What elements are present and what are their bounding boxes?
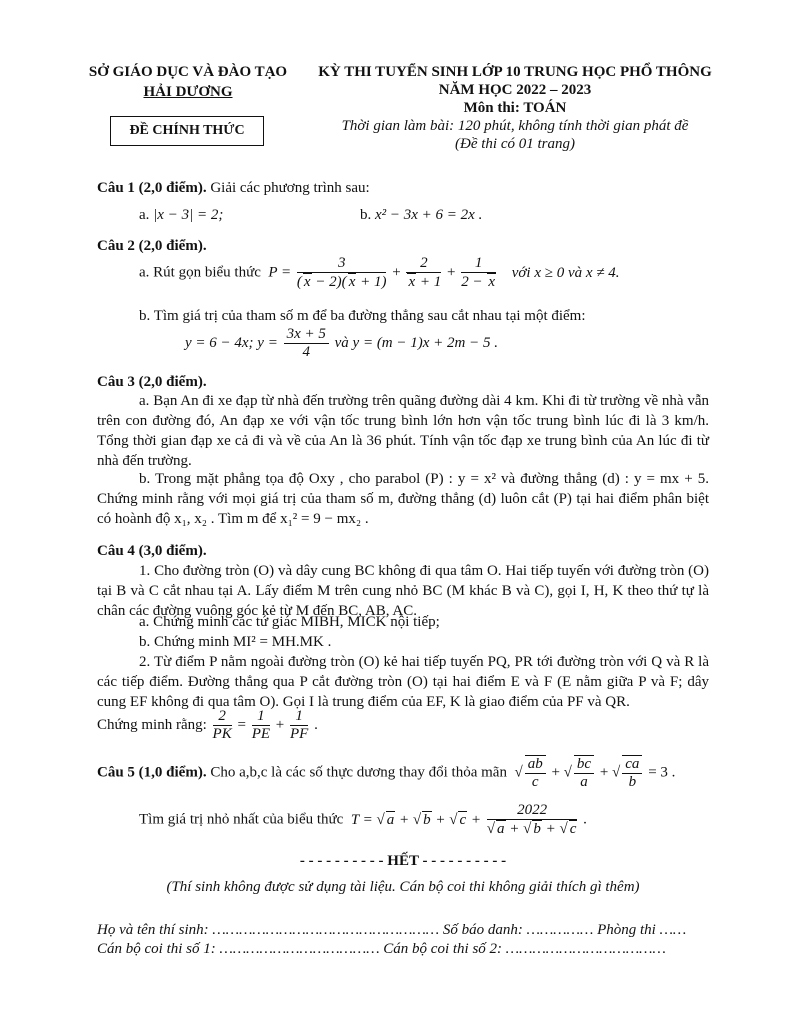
official-label: ĐỀ CHÍNH THỨC [110, 116, 264, 146]
q5-intro: Câu 5 (1,0 điểm). Cho a,b,c là các số thực dương thay đổi thỏa mãn √ $\frac{ab}{c}$ + √ $\frac{bc}{a}$ + √ $\frac{ca}{b}$ = 3 . [97, 756, 676, 790]
q4-part1-b: b. Chứng minh MI² = MH.MK . [139, 634, 332, 650]
q2-frac-3: $\frac{1}{2 - x}$ [461, 255, 496, 290]
q2-a: a. Rút gọn biểu thức P = $\frac{3}{( x - 2)( x + 1)}$ + $\frac{2}{x + 1}$ + $\frac{1}{2 - x}$ với x ≥ 0 và x ≠ 4. [139, 255, 620, 290]
q4-prove: Chứng minh rằng: $\frac{2}{PK}$ = $\frac{1}{PE}$ + $\frac{1}{PF}$ . [97, 708, 318, 742]
subject: Môn thi: TOÁN [463, 100, 567, 116]
q2-b-text: b. Tìm giá trị của tham số m để ba đường thẳng sau cắt nhau tại một điểm: [139, 308, 586, 324]
school-year: NĂM HỌC 2022 – 2023 [438, 82, 592, 98]
candidate-info-line: Họ và tên thí sinh: …………………………………………… Số báo danh: …………… Phòng thi …… [97, 922, 687, 938]
q1-b: b. x² − 3x + 6 = 2x . [360, 207, 483, 223]
q1 [97, 180, 370, 197]
q4-part1-a: a. Chứng minh các tứ giác MIBH, MICK nội tiếp; [139, 614, 440, 630]
proctor-info-line: Cán bộ coi thi số 1: ……………………………… Cán bộ coi thi số 2: ……………………………… [97, 941, 666, 957]
q2-b-lines: y = 6 − 4x; y = $\frac{3x + 5}{4}$ và y = (m − 1)x + 2m − 5 . [185, 326, 498, 360]
q2-frac-1: $\frac{3}{( x - 2)( x + 1)}$ [296, 255, 387, 290]
department-name: SỞ GIÁO DỤC VÀ ĐÀO TẠO [88, 64, 288, 80]
q3-a: a. Bạn An đi xe đạp từ nhà đến trường trên quãng đường dài 4 km. Khi đi từ trường về nhà vẫn trên con đường đó, An đạp xe với vận tốc trung bình lớn hơn vận tốc trung bình lúc đi là 3 km/h. Tổng thời gian đạp xe cả đi và về của An là 36 phút. Tính vận tốc đạp xe trung bình của An lúc đi từ nhà đến trường. [97, 393, 709, 469]
q4-part1: 1. Cho đường tròn (O) và dây cung BC không đi qua tâm O. Hai tiếp tuyến với đường tròn (O) tại B và C cắt nhau tại A. Lấy điểm M trên cung nhỏ BC (M khác B và C), gọi I, H, K theo thứ tự là chân các đường vuông góc kẻ từ M đến BC, AB, AC. [97, 563, 709, 619]
q3-b: b. Trong mặt phẳng tọa độ Oxy , cho parabol (P) : y = x² và đường thẳng (d) : y = mx + 5. Chứng minh rằng với mọi giá trị của tham số m, đường thẳng (d) luôn cắt (P) tại hai điểm phân biệt có hoành độ x₁, x₂ . Tìm m để x₁² = 9 − mx₂ . [97, 471, 709, 527]
footer-note: (Thí sinh không được sử dụng tài liệu. Cán bộ coi thi không giải thích gì thêm) [166, 879, 640, 895]
q2-frac-2: $\frac{2}{x + 1}$ [408, 255, 442, 290]
q4-heading: Câu 4 (3,0 điểm). [97, 543, 207, 559]
q3-heading: Câu 3 (2,0 điểm). [97, 374, 207, 390]
department-region: HẢI DƯƠNG [143, 84, 233, 100]
q4-part2: 2. Từ điểm P nằm ngoài đường tròn (O) kẻ hai tiếp tuyến PQ, PR tới đường tròn với Q và R là các tiếp điểm. Đường thẳng qua P cắt đường tròn (O) tại hai điểm E và F (E nằm giữa P và F; dây cung EF không đi qua tâm O). Gọi I là trung điểm của EF, K là giao điểm của PF và QR. [97, 654, 709, 710]
q1-intro: Giải các phương trình sau: [210, 180, 370, 196]
end-mark: - - - - - - - - - - HẾT - - - - - - - - - - [299, 853, 507, 869]
q1-heading: Câu 1 (2,0 điểm). [97, 180, 207, 196]
exam-title: KỲ THI TUYỂN SINH LỚP 10 TRUNG HỌC PHỔ THÔNG [318, 64, 712, 80]
duration: Thời gian làm bài: 120 phút, không tính thời gian phát đề [341, 118, 689, 134]
q5-find: Tìm giá trị nhỏ nhất của biểu thức T = √ a + √ b + √ c + $\frac{2022}{√ a + √ b + √ c}$ . [139, 802, 587, 837]
q1-a: a. |x − 3| = 2; [139, 207, 224, 223]
q2-heading: Câu 2 (2,0 điểm). [97, 238, 207, 254]
pages-note: (Đề thi có 01 trang) [455, 136, 575, 152]
